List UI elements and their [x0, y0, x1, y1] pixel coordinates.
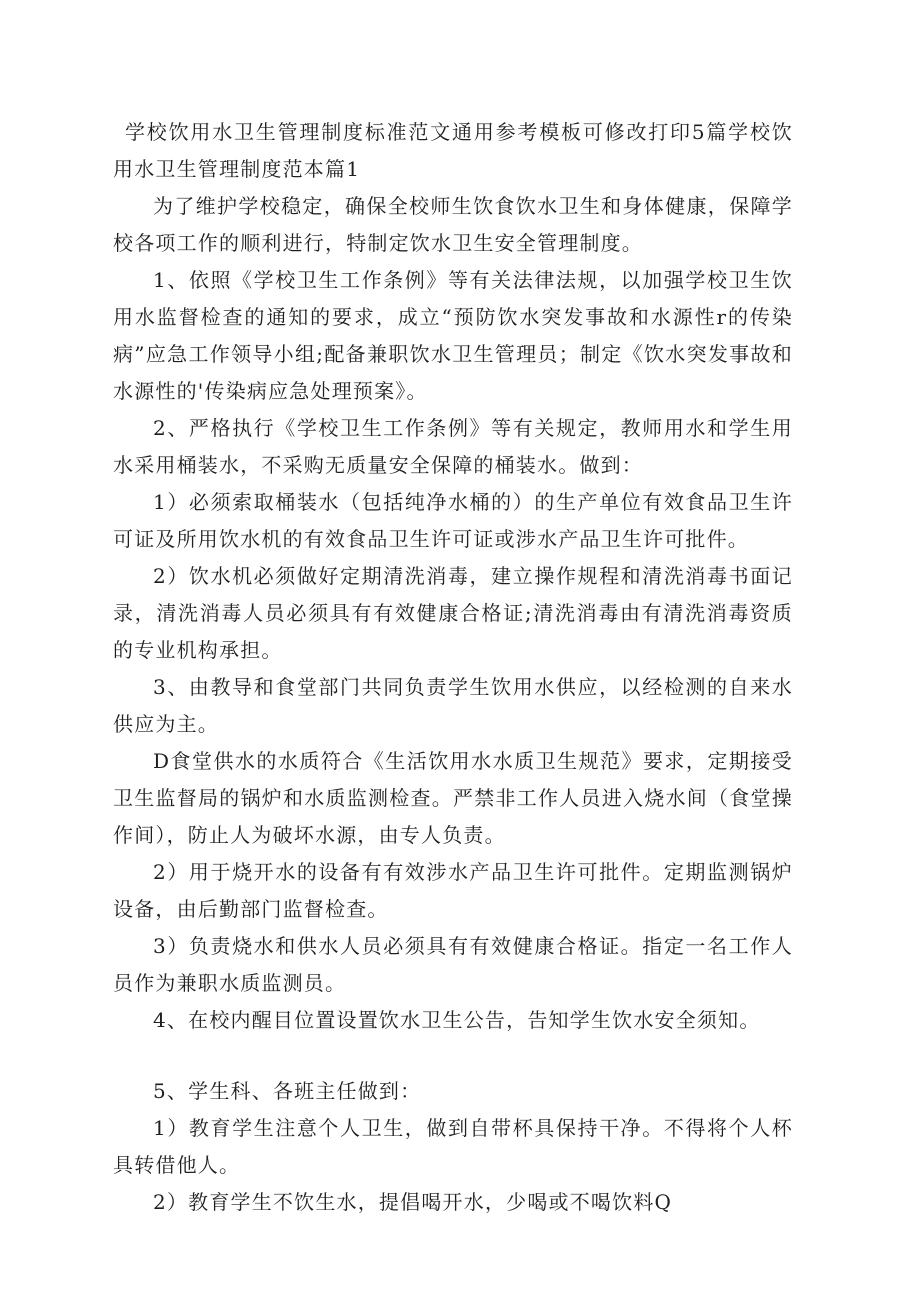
paragraph-item-2-sub-2: 2）饮水机必须做好定期清洗消毒，建立操作规程和清洗消毒书面记录，清洗消毒人员必须具有有效健康合格证;清洗消毒由有清洗消毒资质的专业机构承担。 [113, 564, 793, 662]
paragraph-item-5-sub-1: 1）教育学生注意个人卫生，做到自带杯具保持干净。不得将个人杯具转借他人。 [113, 1116, 793, 1177]
paragraph-item-5: 5、学生科、各班主任做到： [153, 1079, 422, 1103]
paragraph-item-4: 4、在校内醒目位置设置饮水卫生公告，告知学生饮水安全须知。 [153, 1008, 761, 1032]
paragraph-item-1: 1、依照《学校卫生工作条例》等有关法律法规，以加强学校卫生饮用水监督检查的通知的要求，成立“预防饮水突发事故和水源性r的传染病”应急工作领导小组;配备兼职饮水卫生管理员；制定《饮水突发事故和水源性的'传染病应急处理预案》。 [113, 268, 793, 403]
paragraph-intro: 为了维护学校稳定，确保全校师生饮食饮水卫生和身体健康，保障学校各项工作的顺利进行，特制定饮水卫生安全管理制度。 [113, 194, 793, 255]
paragraph-item-2: 2、严格执行《学校卫生工作条例》等有关规定，教师用水和学生用水采用桶装水，不采购无质量安全保障的桶装水。做到： [113, 416, 793, 477]
paragraph-spacer [113, 1039, 793, 1073]
document-title: 学校饮用水卫生管理制度标准范文通用参考模板可修改打印5篇学校饮用水卫生管理制度范本篇1 [113, 120, 793, 181]
paragraph-item-5-sub-2: 2）教育学生不饮生水，提倡喝开水，少喝或不喝饮料Q [153, 1190, 673, 1214]
paragraph-item-2-sub-1: 1）必须索取桶装水（包括纯净水桶的）的生产单位有效食品卫生许可证及所用饮水机的有效食品卫生许可证或涉水产品卫生许可批件。 [113, 490, 793, 551]
document-body [113, 114, 793, 1221]
paragraph-item-3-sub-2: 2）用于烧开水的设备有有效涉水产品卫生许可批件。定期监测锅炉设备，由后勤部门监督检查。 [113, 860, 793, 921]
paragraph-item-3-sub-1: D食堂供水的水质符合《生活饮用水水质卫生规范》要求，定期接受卫生监督局的锅炉和水质监测检查。严禁非工作人员进入烧水间（食堂操作间），防止人为破坏水源，由专人负责。 [113, 749, 793, 847]
paragraph-item-3: 3、由教导和食堂部门共同负责学生饮用水供应，以经检测的自来水供应为主。 [113, 675, 793, 736]
paragraph-item-3-sub-3: 3）负责烧水和供水人员必须具有有效健康合格证。指定一名工作人员作为兼职水质监测员。 [113, 934, 793, 995]
